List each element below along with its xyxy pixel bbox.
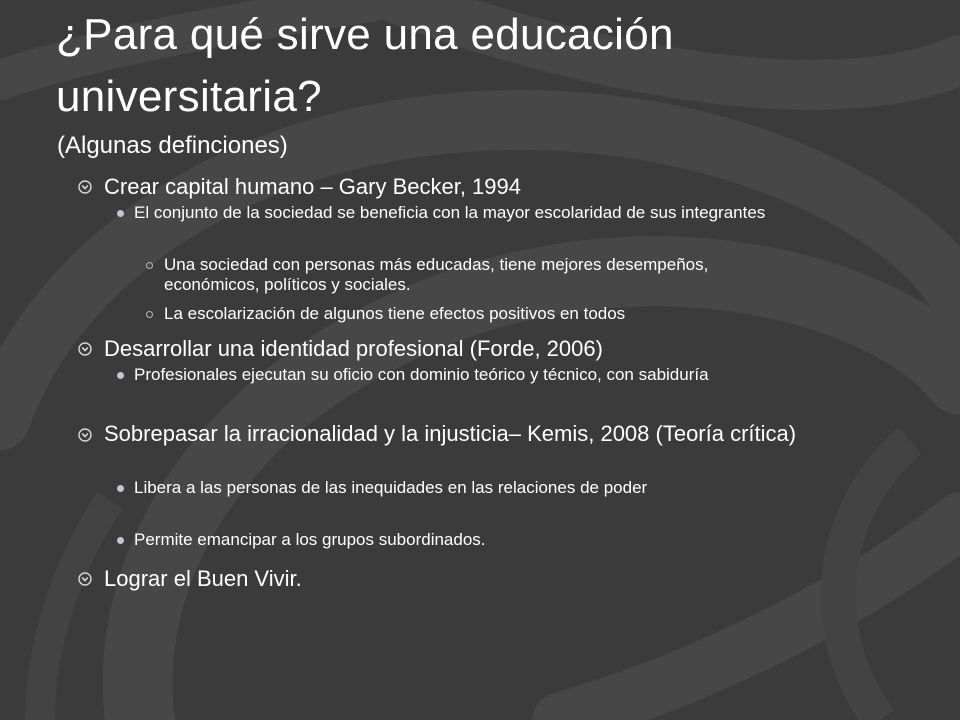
- list-item-level1: Crear capital humano – Gary Becker, 1994: [104, 174, 522, 199]
- list-item-level1: Desarrollar una identidad profesional (Forde, 2006): [104, 336, 603, 361]
- list-item-level2: Profesionales ejecutan su oficio con dominio teórico y técnico, con sabiduría: [134, 365, 709, 384]
- list-item-level3: La escolarización de algunos tiene efectos positivos en todos: [164, 304, 626, 323]
- slide-subtitle: (Algunas definciones): [57, 132, 288, 159]
- filled-dot-icon: [117, 372, 124, 379]
- list-item-level1: Sobrepasar la irracionalidad y la injusticia– Kemis, 2008 (Teoría crítica): [104, 421, 797, 446]
- list-item-level2: Permite emancipar a los grupos subordinados.: [134, 530, 486, 549]
- circled-chevron-down-icon: [78, 342, 92, 356]
- slide-title: ¿Para qué sirve una educación universitaria?: [56, 10, 674, 121]
- circled-chevron-down-icon: [78, 428, 92, 442]
- list-item-level2: Libera a las personas de las inequidades en las relaciones de poder: [134, 478, 648, 497]
- list-item-level2: El conjunto de la sociedad se beneficia con la mayor escolaridad de sus integrantes: [134, 203, 766, 222]
- hollow-circle-icon: [146, 311, 153, 318]
- circled-chevron-down-icon: [78, 572, 92, 586]
- list-item-level3: Una sociedad con personas más educadas, tiene mejores desempeños, económicos, políticos y sociales.: [164, 255, 709, 294]
- filled-dot-icon: [117, 537, 124, 544]
- circled-chevron-down-icon: [78, 180, 92, 194]
- filled-dot-icon: [117, 210, 124, 217]
- filled-dot-icon: [117, 485, 124, 492]
- hollow-circle-icon: [146, 262, 153, 269]
- list-item-level1: Lograr el Buen Vivir.: [104, 566, 302, 591]
